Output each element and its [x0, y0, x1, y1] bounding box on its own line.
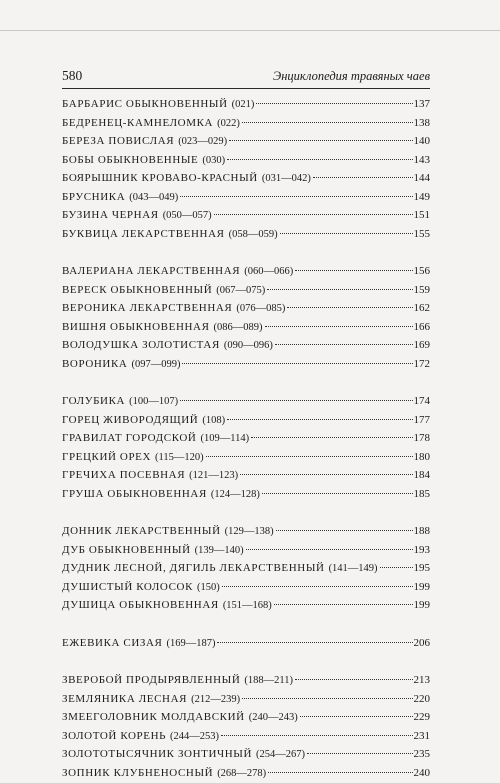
entry-page: 137: [414, 95, 431, 114]
dot-leader: [214, 214, 413, 215]
entry-range: (129—138): [225, 523, 274, 542]
entry-name: ГОРЕЦ ЖИВОРОДЯЩИЙ: [62, 411, 198, 430]
dot-leader: [287, 307, 412, 308]
running-title: Энциклопедия травяных чаев: [273, 69, 430, 84]
toc-entry: [62, 690, 430, 709]
entry-range: (151—168): [223, 597, 272, 616]
entry-page: 188: [414, 522, 431, 541]
entry-range: (076—085): [236, 300, 285, 319]
toc-entry: [62, 559, 430, 578]
toc-group: [62, 634, 430, 653]
toc-entry: [62, 466, 430, 485]
toc-entry: [62, 727, 430, 746]
toc-entry: [62, 132, 430, 151]
entry-page: 140: [414, 132, 431, 151]
entry-page: 240: [414, 764, 431, 783]
dot-leader: [274, 604, 413, 605]
toc-entry: [62, 392, 430, 411]
entry-page: 185: [414, 485, 431, 504]
toc-entry: [62, 708, 430, 727]
header-rule: [62, 88, 430, 89]
toc-group: [62, 671, 430, 782]
entry-range: (121—123): [189, 467, 238, 486]
entry-range: (169—187): [166, 635, 215, 654]
entry-page: 199: [414, 596, 431, 615]
toc-entry: [62, 448, 430, 467]
table-of-contents: [62, 95, 430, 782]
entry-page: 199: [414, 578, 431, 597]
entry-name: ЗМЕЕГОЛОВНИК МОЛДАВСКИЙ: [62, 708, 245, 727]
toc-entry: [62, 411, 430, 430]
dot-leader: [268, 772, 412, 773]
toc-entry: [62, 336, 430, 355]
dot-leader: [229, 140, 412, 141]
dot-leader: [313, 177, 413, 178]
dot-leader: [180, 196, 412, 197]
toc-group: [62, 95, 430, 243]
entry-range: (124—128): [211, 486, 260, 505]
entry-range: (030): [202, 152, 225, 171]
entry-page: 220: [414, 690, 431, 709]
dot-leader: [295, 679, 412, 680]
entry-page: 180: [414, 448, 431, 467]
entry-range: (139—140): [195, 542, 244, 561]
dot-leader: [240, 474, 412, 475]
dot-leader: [180, 400, 412, 401]
entry-name: ЗОПНИК КЛУБНЕНОСНЫЙ: [62, 764, 213, 783]
entry-range: (090—096): [224, 337, 273, 356]
entry-range: (188—211): [244, 672, 293, 691]
entry-page: 143: [414, 151, 431, 170]
entry-page: 177: [414, 411, 431, 430]
dot-leader: [251, 437, 412, 438]
dot-leader: [265, 326, 413, 327]
dot-leader: [380, 567, 413, 568]
toc-entry: [62, 522, 430, 541]
entry-range: (021): [232, 96, 255, 115]
entry-name: ЗОЛОТОЙ КОРЕНЬ: [62, 727, 166, 746]
entry-page: 156: [414, 262, 431, 281]
dot-leader: [242, 698, 412, 699]
entry-name: ДУБ ОБЫКНОВЕННЫЙ: [62, 541, 191, 560]
entry-page: 149: [414, 188, 431, 207]
toc-group: [62, 392, 430, 503]
dot-leader: [262, 493, 413, 494]
toc-group: [62, 262, 430, 373]
toc-entry: [62, 206, 430, 225]
toc-entry: [62, 188, 430, 207]
toc-entry: [62, 578, 430, 597]
toc-entry: [62, 225, 430, 244]
entry-page: 144: [414, 169, 431, 188]
entry-name: БОЯРЫШНИК КРОВАВО-КРАСНЫЙ: [62, 169, 258, 188]
entry-range: (086—089): [214, 319, 263, 338]
dot-leader: [280, 233, 413, 234]
entry-range: (268—278): [217, 765, 266, 783]
toc-entry: [62, 95, 430, 114]
dot-leader: [275, 344, 413, 345]
entry-name: ВИШНЯ ОБЫКНОВЕННАЯ: [62, 318, 210, 337]
entry-page: 213: [414, 671, 431, 690]
entry-page: 162: [414, 299, 431, 318]
toc-group: [62, 522, 430, 615]
entry-name: ГРУША ОБЫКНОВЕННАЯ: [62, 485, 207, 504]
toc-entry: [62, 541, 430, 560]
toc-entry: [62, 318, 430, 337]
entry-name: ДОННИК ЛЕКАРСТВЕННЫЙ: [62, 522, 221, 541]
entry-page: 193: [414, 541, 431, 560]
entry-page: 206: [414, 634, 431, 653]
entry-name: ГРЕЧИХА ПОСЕВНАЯ: [62, 466, 185, 485]
toc-entry: [62, 485, 430, 504]
entry-name: ВАЛЕРИАНА ЛЕКАРСТВЕННАЯ: [62, 262, 240, 281]
entry-range: (141—149): [329, 560, 378, 579]
entry-range: (097—099): [131, 356, 180, 375]
entry-name: ДУШИЦА ОБЫКНОВЕННАЯ: [62, 596, 219, 615]
dot-leader: [217, 642, 412, 643]
entry-range: (212—239): [191, 691, 240, 710]
toc-entry: [62, 671, 430, 690]
dot-leader: [182, 363, 412, 364]
toc-entry: [62, 169, 430, 188]
entry-name: БАРБАРИС ОБЫКНОВЕННЫЙ: [62, 95, 228, 114]
dot-leader: [227, 159, 412, 160]
scan-edge-line: [0, 30, 500, 31]
toc-entry: [62, 429, 430, 448]
entry-name: ЗЕМЛЯНИКА ЛЕСНАЯ: [62, 690, 187, 709]
entry-page: 169: [414, 336, 431, 355]
entry-name: БЕРЕЗА ПОВИСЛАЯ: [62, 132, 174, 151]
entry-page: 151: [414, 206, 431, 225]
dot-leader: [206, 456, 413, 457]
entry-name: ГОЛУБИКА: [62, 392, 125, 411]
entry-name: ДУДНИК ЛЕСНОЙ, ДЯГИЛЬ ЛЕКАРСТВЕННЫЙ: [62, 559, 325, 578]
entry-range: (108): [202, 412, 225, 431]
dot-leader: [227, 419, 412, 420]
toc-entry: [62, 114, 430, 133]
entry-page: 231: [414, 727, 431, 746]
page-number: 580: [62, 68, 82, 84]
entry-page: 166: [414, 318, 431, 337]
dot-leader: [307, 753, 412, 754]
entry-range: (023—029): [178, 133, 227, 152]
entry-range: (067—075): [216, 282, 265, 301]
entry-name: БЕДРЕНЕЦ-КАМНЕЛОМКА: [62, 114, 213, 133]
entry-name: БУКВИЦА ЛЕКАРСТВЕННАЯ: [62, 225, 225, 244]
toc-entry: [62, 634, 430, 653]
entry-page: 195: [414, 559, 431, 578]
toc-entry: [62, 262, 430, 281]
entry-range: (043—049): [129, 189, 178, 208]
entry-range: (244—253): [170, 728, 219, 747]
entry-range: (058—059): [229, 226, 278, 245]
entry-page: 138: [414, 114, 431, 133]
dot-leader: [267, 289, 412, 290]
entry-page: 235: [414, 745, 431, 764]
entry-name: БРУСНИКА: [62, 188, 125, 207]
entry-name: БОБЫ ОБЫКНОВЕННЫЕ: [62, 151, 198, 170]
toc-entry: [62, 151, 430, 170]
dot-leader: [276, 530, 413, 531]
entry-range: (115—120): [155, 449, 204, 468]
entry-name: ДУШИСТЫЙ КОЛОСОК: [62, 578, 193, 597]
dot-leader: [295, 270, 412, 271]
entry-page: 229: [414, 708, 431, 727]
toc-entry: [62, 596, 430, 615]
entry-name: ЕЖЕВИКА СИЗАЯ: [62, 634, 162, 653]
entry-range: (100—107): [129, 393, 178, 412]
entry-page: 159: [414, 281, 431, 300]
entry-range: (031—042): [262, 170, 311, 189]
entry-name: ВЕРОНИКА ЛЕКАРСТВЕННАЯ: [62, 299, 232, 318]
dot-leader: [242, 122, 413, 123]
entry-range: (050—057): [163, 207, 212, 226]
toc-entry: [62, 764, 430, 783]
entry-range: (150): [197, 579, 220, 598]
dot-leader: [221, 735, 412, 736]
dot-leader: [300, 716, 413, 717]
entry-range: (240—243): [249, 709, 298, 728]
dot-leader: [246, 549, 413, 550]
entry-name: ЗОЛОТОТЫСЯЧНИК ЗОНТИЧНЫЙ: [62, 745, 252, 764]
entry-name: БУЗИНА ЧЕРНАЯ: [62, 206, 159, 225]
entry-page: 174: [414, 392, 431, 411]
entry-range: (022): [217, 115, 240, 134]
toc-entry: [62, 355, 430, 374]
entry-page: 155: [414, 225, 431, 244]
toc-entry: [62, 281, 430, 300]
entry-name: ВОРОНИКА: [62, 355, 127, 374]
entry-range: (060—066): [244, 263, 293, 282]
entry-range: (109—114): [200, 430, 249, 449]
toc-entry: [62, 745, 430, 764]
dot-leader: [256, 103, 412, 104]
entry-name: ЗВЕРОБОЙ ПРОДЫРЯВЛЕННЫЙ: [62, 671, 240, 690]
dot-leader: [222, 586, 413, 587]
entry-page: 178: [414, 429, 431, 448]
toc-entry: [62, 299, 430, 318]
entry-page: 172: [414, 355, 431, 374]
entry-name: ВОЛОДУШКА ЗОЛОТИСТАЯ: [62, 336, 220, 355]
entry-name: ГРАВИЛАТ ГОРОДСКОЙ: [62, 429, 196, 448]
entry-range: (254—267): [256, 746, 305, 765]
entry-page: 184: [414, 466, 431, 485]
entry-name: ВЕРЕСК ОБЫКНОВЕННЫЙ: [62, 281, 212, 300]
entry-name: ГРЕЦКИЙ ОРЕХ: [62, 448, 151, 467]
page-header: [62, 68, 430, 86]
